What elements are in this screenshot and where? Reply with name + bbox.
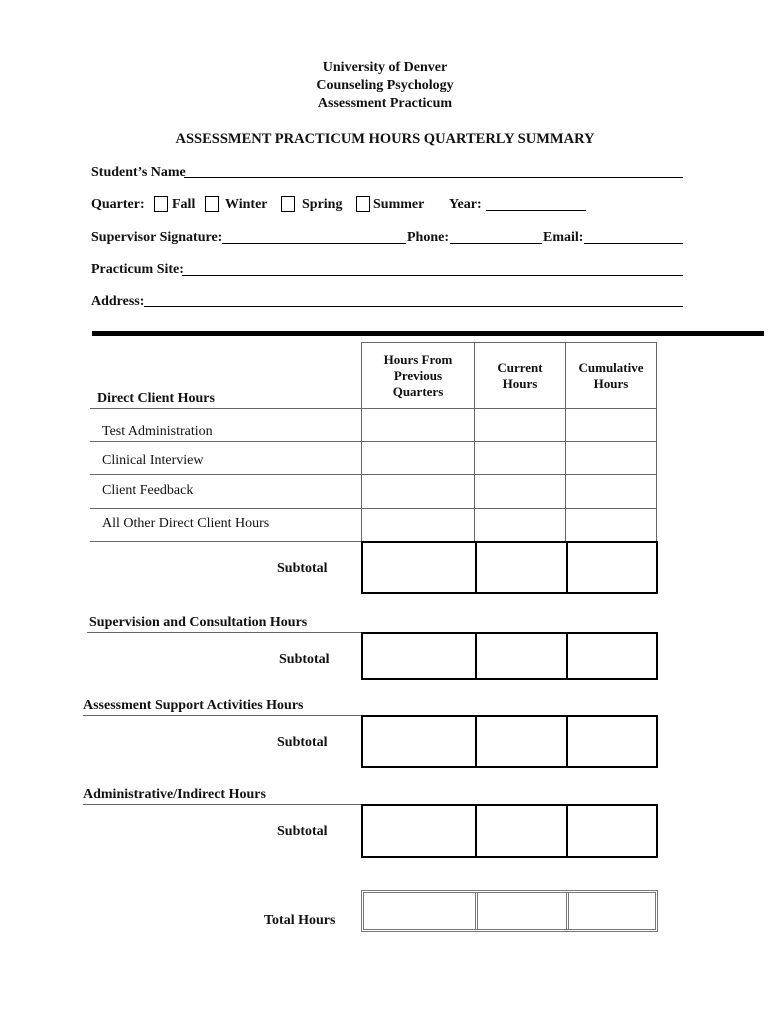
support-subtotal-label: Subtotal [277,735,328,750]
col-header-current [474,342,566,409]
admin-subtotal-boxes[interactable] [361,804,658,858]
cell-clinical-previous[interactable] [361,441,475,475]
phone-field[interactable] [450,243,542,244]
fall-label: Fall [172,197,196,212]
row-divider [83,804,362,805]
supervision-subtotal-boxes[interactable] [361,632,658,680]
summer-checkbox[interactable] [356,196,370,212]
col-previous-line3: Quarters [392,384,444,399]
email-field[interactable] [584,243,683,244]
address-field[interactable] [144,306,683,307]
support-title: Assessment Support Activities Hours [83,698,304,713]
spring-checkbox[interactable] [281,196,295,212]
admin-title: Administrative/Indirect Hours [83,787,266,802]
cell-clinical-cumulative[interactable] [565,441,657,475]
supervision-title: Supervision and Consultation Hours [89,615,308,630]
spring-label: Spring [302,197,343,212]
row-divider [87,632,362,633]
item-all-other-direct: All Other Direct Client Hours [102,516,270,531]
item-clinical-interview: Clinical Interview [102,453,204,468]
col-current-line2: Hours [502,376,538,391]
header-program: Assessment Practicum [317,96,453,111]
cell-test-admin-cumulative[interactable] [565,408,657,442]
header-university: University of Denver [322,60,448,75]
cell-feedback-current[interactable] [474,474,566,509]
col-header-cumulative [565,342,657,409]
cell-test-admin-current[interactable] [474,408,566,442]
section-divider [92,331,764,336]
supervisor-signature-field[interactable] [222,243,406,244]
fall-checkbox[interactable] [154,196,168,212]
winter-checkbox[interactable] [205,196,219,212]
supervisor-signature-label: Supervisor Signature: [91,230,223,245]
cell-feedback-previous[interactable] [361,474,475,509]
cell-clinical-current[interactable] [474,441,566,475]
student-name-label: Student’s Name [91,165,186,180]
direct-subtotal-boxes[interactable] [361,541,658,594]
total-hours-boxes[interactable] [361,890,658,932]
cell-feedback-cumulative[interactable] [565,474,657,509]
col-current-line1: Current [497,360,543,375]
col-header-previous [361,342,475,409]
item-client-feedback: Client Feedback [102,483,194,498]
cell-test-admin-previous[interactable] [361,408,475,442]
practicum-site-label: Practicum Site: [91,262,184,277]
summer-label: Summer [373,197,425,212]
item-test-administration: Test Administration [102,424,213,439]
col-cumulative-line1: Cumulative [578,360,644,375]
form-title: ASSESSMENT PRACTICUM HOURS QUARTERLY SUMMARY [175,131,595,147]
direct-subtotal-label: Subtotal [277,561,328,576]
winter-label: Winter [225,197,268,212]
cell-other-previous[interactable] [361,508,475,542]
row-divider [83,715,362,716]
row-divider [90,541,362,542]
col-previous-line2: Previous [393,368,443,383]
row-divider [90,408,362,409]
quarter-label: Quarter: [91,197,145,212]
row-divider [90,508,362,509]
row-divider [90,474,362,475]
row-divider [90,441,362,442]
admin-subtotal-label: Subtotal [277,824,328,839]
direct-client-hours-title: Direct Client Hours [97,391,215,406]
col-previous-line1: Hours From [383,352,453,367]
cell-other-cumulative[interactable] [565,508,657,542]
header-department: Counseling Psychology [316,78,454,93]
col-cumulative-line2: Hours [593,376,629,391]
year-field[interactable] [486,210,586,211]
email-label: Email: [543,230,584,245]
student-name-field[interactable] [184,177,683,178]
total-hours-label: Total Hours [264,913,336,928]
supervision-subtotal-label: Subtotal [279,652,330,667]
address-label: Address: [91,294,145,309]
cell-other-current[interactable] [474,508,566,542]
practicum-site-field[interactable] [182,275,683,276]
phone-label: Phone: [407,230,449,245]
year-label: Year: [449,197,482,212]
support-subtotal-boxes[interactable] [361,715,658,768]
